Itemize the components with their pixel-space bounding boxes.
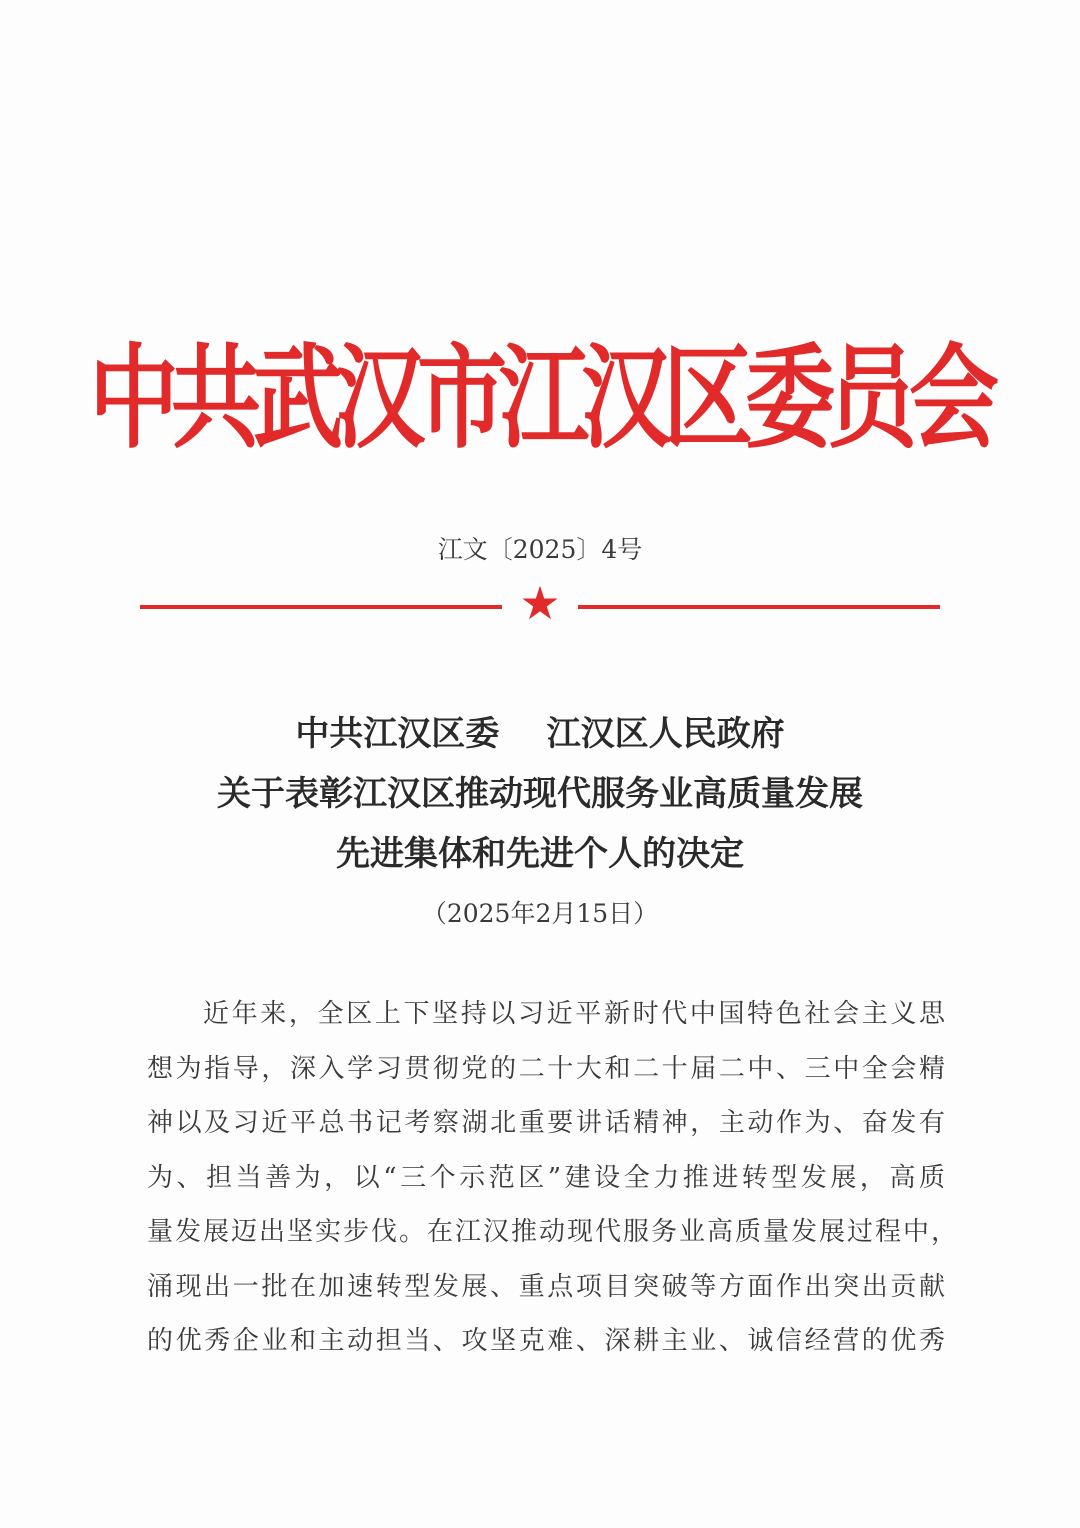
body-line: 量发展迈出坚实步伐。在江汉推动现代服务业高质量发展过程中，	[147, 1217, 960, 1247]
divider-line-right	[578, 605, 940, 609]
document-title	[0, 704, 1080, 884]
divider-line-left	[140, 605, 502, 609]
body-line: 神以及习近平总书记考察湖北重要讲话精神，主动作为、奋发有	[147, 1108, 947, 1138]
document-date: （2025年2月15日）	[421, 899, 659, 928]
red-divider	[140, 576, 940, 630]
body-paragraph	[147, 987, 960, 1369]
body-line: 想为指导，深入学习贯彻党的二十大和二十届二中、三中全会精	[147, 1053, 947, 1084]
star-icon: ★	[519, 576, 561, 630]
title-line: 关于表彰江汉区推动现代服务业高质量发展	[217, 774, 863, 814]
body-line: 的优秀企业和主动担当、攻坚克难、深耕主业、诚信经营的优秀	[147, 1326, 947, 1356]
title-line: 先进集体和先进个人的决定	[336, 834, 744, 874]
title-line: 中共江汉区委 江汉区人民政府	[295, 714, 785, 754]
masthead-title: 中共武汉市江汉区委员会	[89, 333, 991, 465]
body-line: 涌现出一批在加速转型发展、重点项目突破等方面作出突出贡献	[147, 1271, 947, 1302]
document-number: 江文〔2025〕4号	[437, 535, 643, 564]
body-line: 为、担当善为，以“三个示范区”建设全力推进转型发展，高质	[147, 1162, 947, 1193]
body-line: 近年来，全区上下坚持以习近平新时代中国特色社会主义思	[203, 999, 947, 1029]
